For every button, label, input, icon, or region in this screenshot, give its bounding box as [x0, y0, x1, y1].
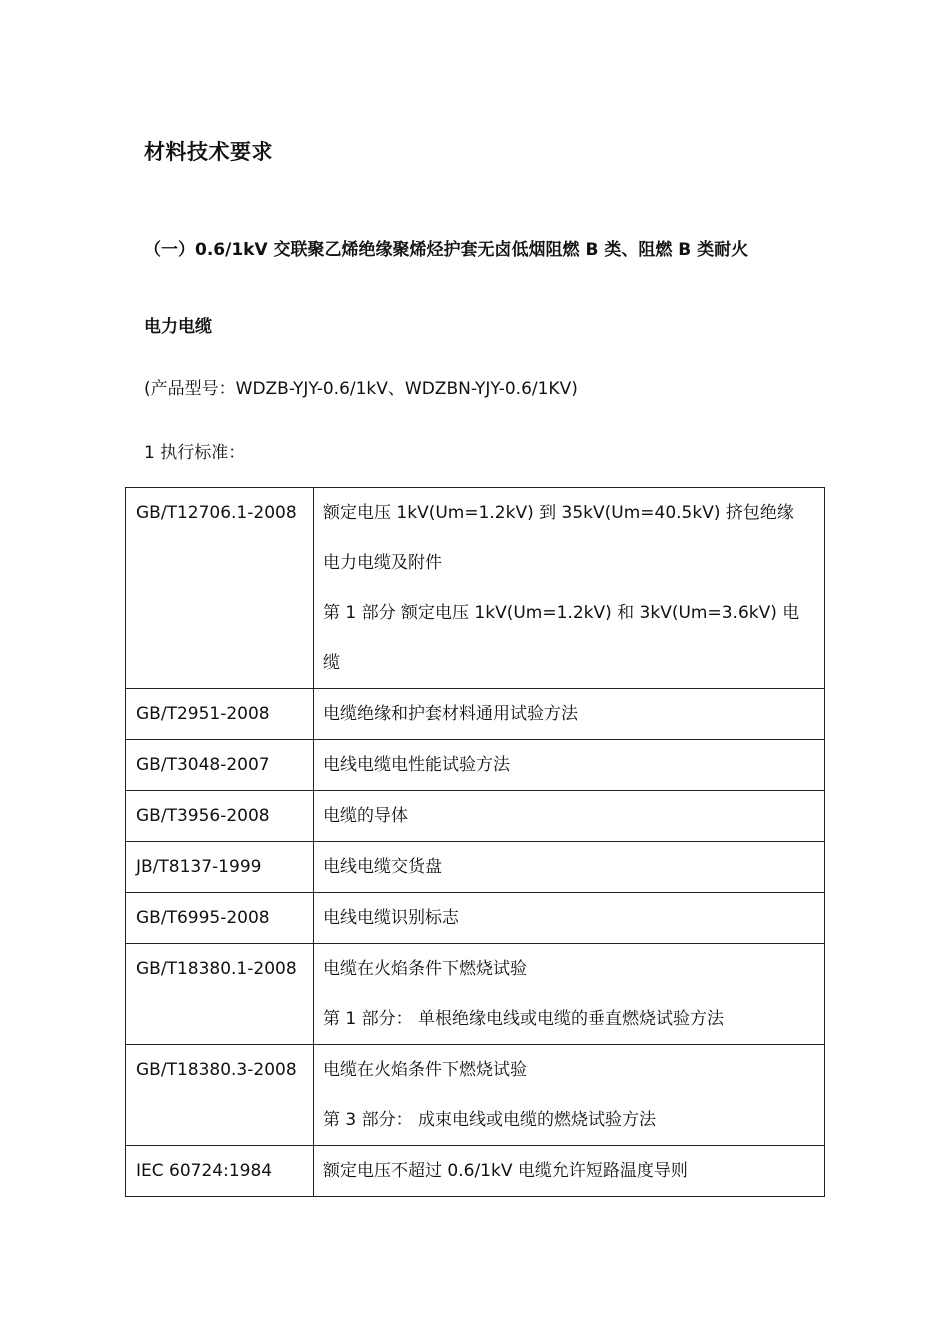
product-model-line: (产品型号：WDZB-YJY-0.6/1kV、WDZBN-YJY-0.6/1KV) — [144, 379, 578, 399]
standard-code: GB/T3048-2007 — [126, 740, 314, 791]
table-row — [126, 488, 825, 689]
description-line: 第 3 部分： 成束电线或电缆的燃烧试验方法 — [323, 1110, 657, 1130]
table-row — [126, 791, 825, 842]
standard-description — [314, 842, 825, 893]
description-line: 第 1 部分： 单根绝缘电线或电缆的垂直燃烧试验方法 — [323, 1009, 725, 1029]
standard-code: GB/T3956-2008 — [126, 791, 314, 842]
standard-description — [314, 689, 825, 740]
description-line: 缆 — [323, 653, 340, 673]
standard-code: JB/T8137-1999 — [126, 842, 314, 893]
standard-code: GB/T18380.3-2008 — [126, 1045, 314, 1146]
table-row — [126, 740, 825, 791]
standard-description — [314, 1146, 825, 1197]
standard-description — [314, 944, 825, 1045]
section-heading-line-1: （一）0.6/1kV 交联聚乙烯绝缘聚烯烃护套无卤低烟阻燃 B 类、阻燃 B 类耐火 — [144, 240, 749, 260]
standards-table — [125, 487, 825, 1197]
standard-code: GB/T18380.1-2008 — [126, 944, 314, 1045]
table-row — [126, 1045, 825, 1146]
standard-description — [314, 1045, 825, 1146]
description-line: 电线电缆交货盘 — [323, 857, 442, 877]
description-line: 额定电压不超过 0.6/1kV 电缆允许短路温度导则 — [323, 1161, 688, 1181]
description-line: 电线电缆电性能试验方法 — [323, 755, 510, 775]
description-line: 电缆绝缘和护套材料通用试验方法 — [323, 704, 578, 724]
table-row — [126, 893, 825, 944]
standard-code: GB/T2951-2008 — [126, 689, 314, 740]
description-line: 电缆的导体 — [323, 806, 408, 826]
description-line: 电缆在火焰条件下燃烧试验 — [323, 1060, 527, 1080]
description-line: 电力电缆及附件 — [323, 553, 442, 573]
standard-code: GB/T6995-2008 — [126, 893, 314, 944]
table-row — [126, 1146, 825, 1197]
standard-description — [314, 488, 825, 689]
table-row — [126, 689, 825, 740]
description-line: 电线电缆识别标志 — [323, 908, 459, 928]
standards-label: 1 执行标准： — [144, 443, 246, 463]
table-row — [126, 842, 825, 893]
section-heading — [144, 236, 844, 390]
standard-description — [314, 740, 825, 791]
standard-code: GB/T12706.1-2008 — [126, 488, 314, 689]
description-line: 第 1 部分 额定电压 1kV(Um=1.2kV) 和 3kV(Um=3.6kV) 电 — [323, 603, 800, 623]
section-heading-line-2: 电力电缆 — [144, 317, 212, 337]
description-line: 电缆在火焰条件下燃烧试验 — [323, 959, 527, 979]
standard-description — [314, 791, 825, 842]
description-line: 额定电压 1kV(Um=1.2kV) 到 35kV(Um=40.5kV) 挤包绝缘 — [323, 503, 794, 523]
page-title: 材料技术要求 — [144, 140, 273, 164]
table-row — [126, 944, 825, 1045]
standard-description — [314, 893, 825, 944]
standard-code: IEC 60724:1984 — [126, 1146, 314, 1197]
